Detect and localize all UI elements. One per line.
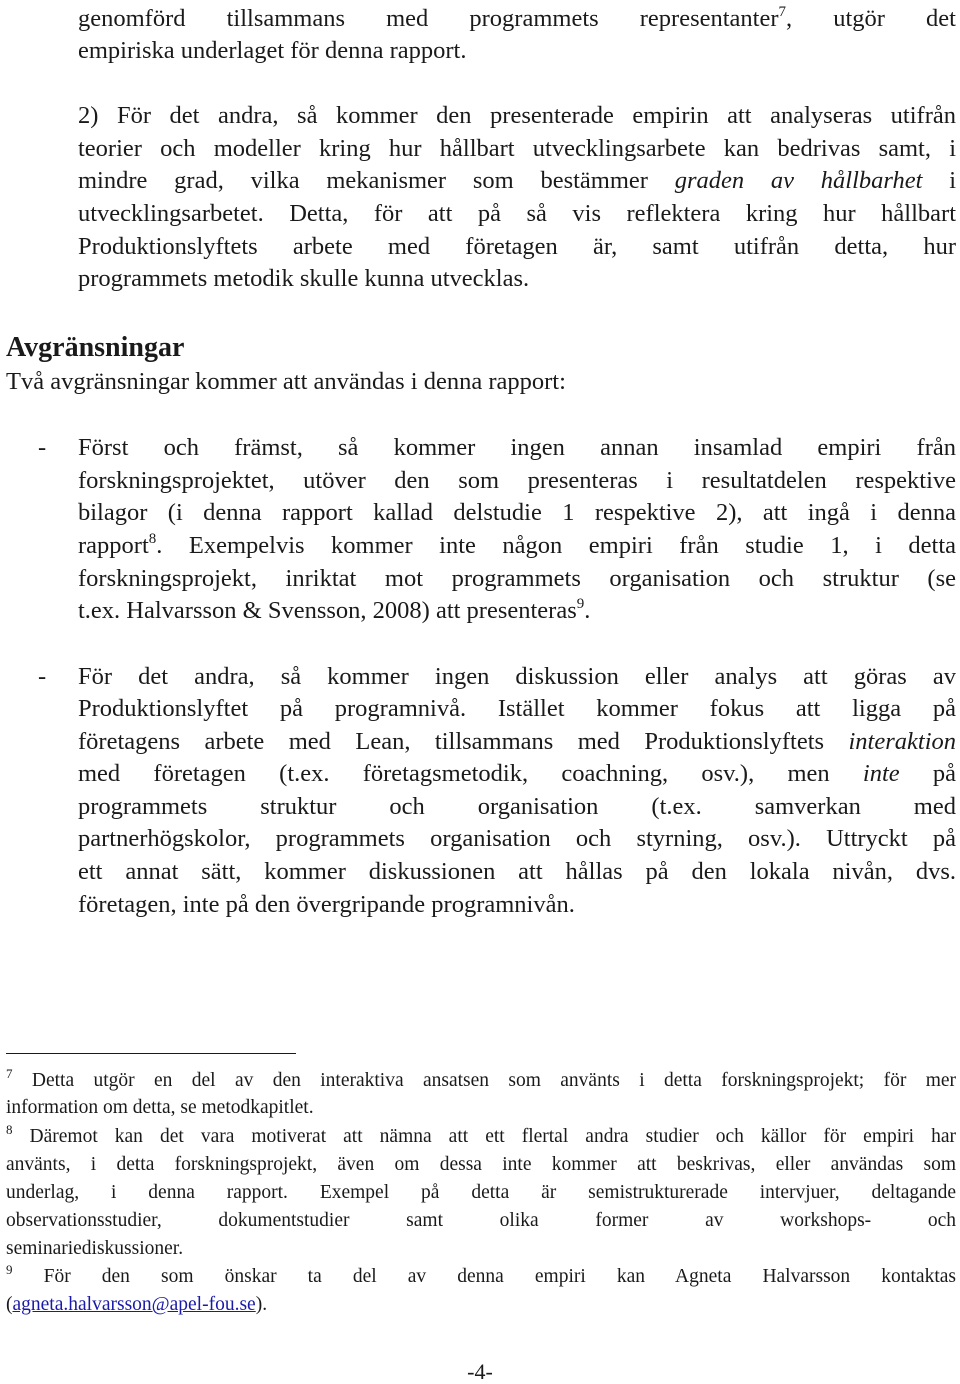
page-number: -4- [467,1359,493,1384]
email-link[interactable]: agneta.halvarsson@apel-fou.se [12,1294,256,1315]
text-line: Produktionslyftets arbete med företagen är, samt utifrån detta, hur [78,233,956,260]
text-line: 2) För det andra, så kommer den presenterade empirin att analyseras utifrån [78,102,956,129]
text-line: med företagen (t.ex. företagsmetodik, coachning, osv.), men inte på [78,760,957,787]
text-line: teorier och modeller kring hur hållbart utvecklingsarbete kan bedrivas samt, i [78,135,956,162]
footnote-ref: 7 [778,4,787,20]
text-line: programmets struktur och organisation (t.ex. samverkan med [78,793,956,820]
text-line: rapport$^8$. Exempelvis kommer inte någon empiri från studie 1, i detta [78,531,956,559]
footnote-8: $^8$ Däremot kan det vara motiverat att nämna att ett flertal andra studier och källor för empiri har [6,1122,957,1147]
text-line: För det andra, så kommer ingen diskussion eller analys att göras av [78,663,956,690]
footnote-text: seminariediskussioner. [6,1238,184,1259]
text-line: företagen, inte på den övergripande programnivån. [78,891,575,918]
footnote-separator [6,1053,296,1054]
section-heading: Avgränsningar [6,332,185,363]
footnote-9: $^9$ För den som önskar ta del av denna empiri kan Agneta Halvarsson kontaktas [6,1262,957,1287]
text-line: empiriska underlaget för denna rapport. [78,37,467,64]
footnote-ref: 8 [148,531,157,547]
text-line: företagens arbete med Lean, tillsammans med Produktionslyftets interaktion [78,728,956,755]
footnote-text: använts, i detta forskningsprojekt, även om dessa inte kommer att beskrivas, eller användas som [6,1154,956,1175]
text-line: t.ex. Halvarsson & Svensson, 2008) att presenteras$^9$. [78,596,591,624]
text-line: genomförd tillsammans med programmets representanter$^7$, utgör det [78,4,956,32]
italic-phrase: graden av hållbarhet [674,167,923,194]
text-line: forskningsprojektet, utöver den som presenteras i resultatdelen respektive [78,467,956,494]
italic-phrase: inte [862,760,900,787]
text-line: utvecklingsarbetet. Detta, för att på så vis reflektera kring hur hållbart [78,200,956,227]
footnote-text: information om detta, se metodkapitlet. [6,1097,314,1118]
text-line: Först och främst, så kommer ingen annan insamlad empiri från [78,434,956,461]
list-dash: - [38,663,47,690]
text-line: bilagor (i denna rapport kallad delstudie 1 respektive 2), att ingå i denna [78,499,956,526]
footnote-text: (agneta.halvarsson@apel-fou.se). [6,1294,268,1315]
text-line: mindre grad, vilka mekanismer som bestämmer graden av hållbarhet i [78,167,957,194]
footnote-text: underlag, i denna rapport. Exempel på detta är semistrukturerade intervjuer, deltagande [6,1182,956,1203]
footnote-ref: 9 [576,596,585,612]
text-line: partnerhögskolor, programmets organisation och styrning, osv.). Uttryckt på [78,825,956,852]
text-line: forskningsprojekt, inriktat mot programmets organisation och struktur (se [78,565,956,592]
text-line: programmets metodik skulle kunna utvecklas. [78,265,530,292]
italic-phrase: interaktion [848,728,956,755]
section-intro: Två avgränsningar kommer att användas i denna rapport: [6,368,566,395]
footnote-7: $^7$ Detta utgör en del av den interaktiva ansatsen som använts i detta forskningsprojekt; för mer [6,1066,957,1091]
text-line: Produktionslyftet på programnivå. Istället kommer fokus att ligga på [78,695,956,722]
list-dash: - [38,434,47,461]
footnote-text: observationsstudier, dokumentstudier samt olika former av workshops- och [6,1210,956,1231]
text-line: ett annat sätt, kommer diskussionen att hållas på den lokala nivån, dvs. [78,858,956,885]
